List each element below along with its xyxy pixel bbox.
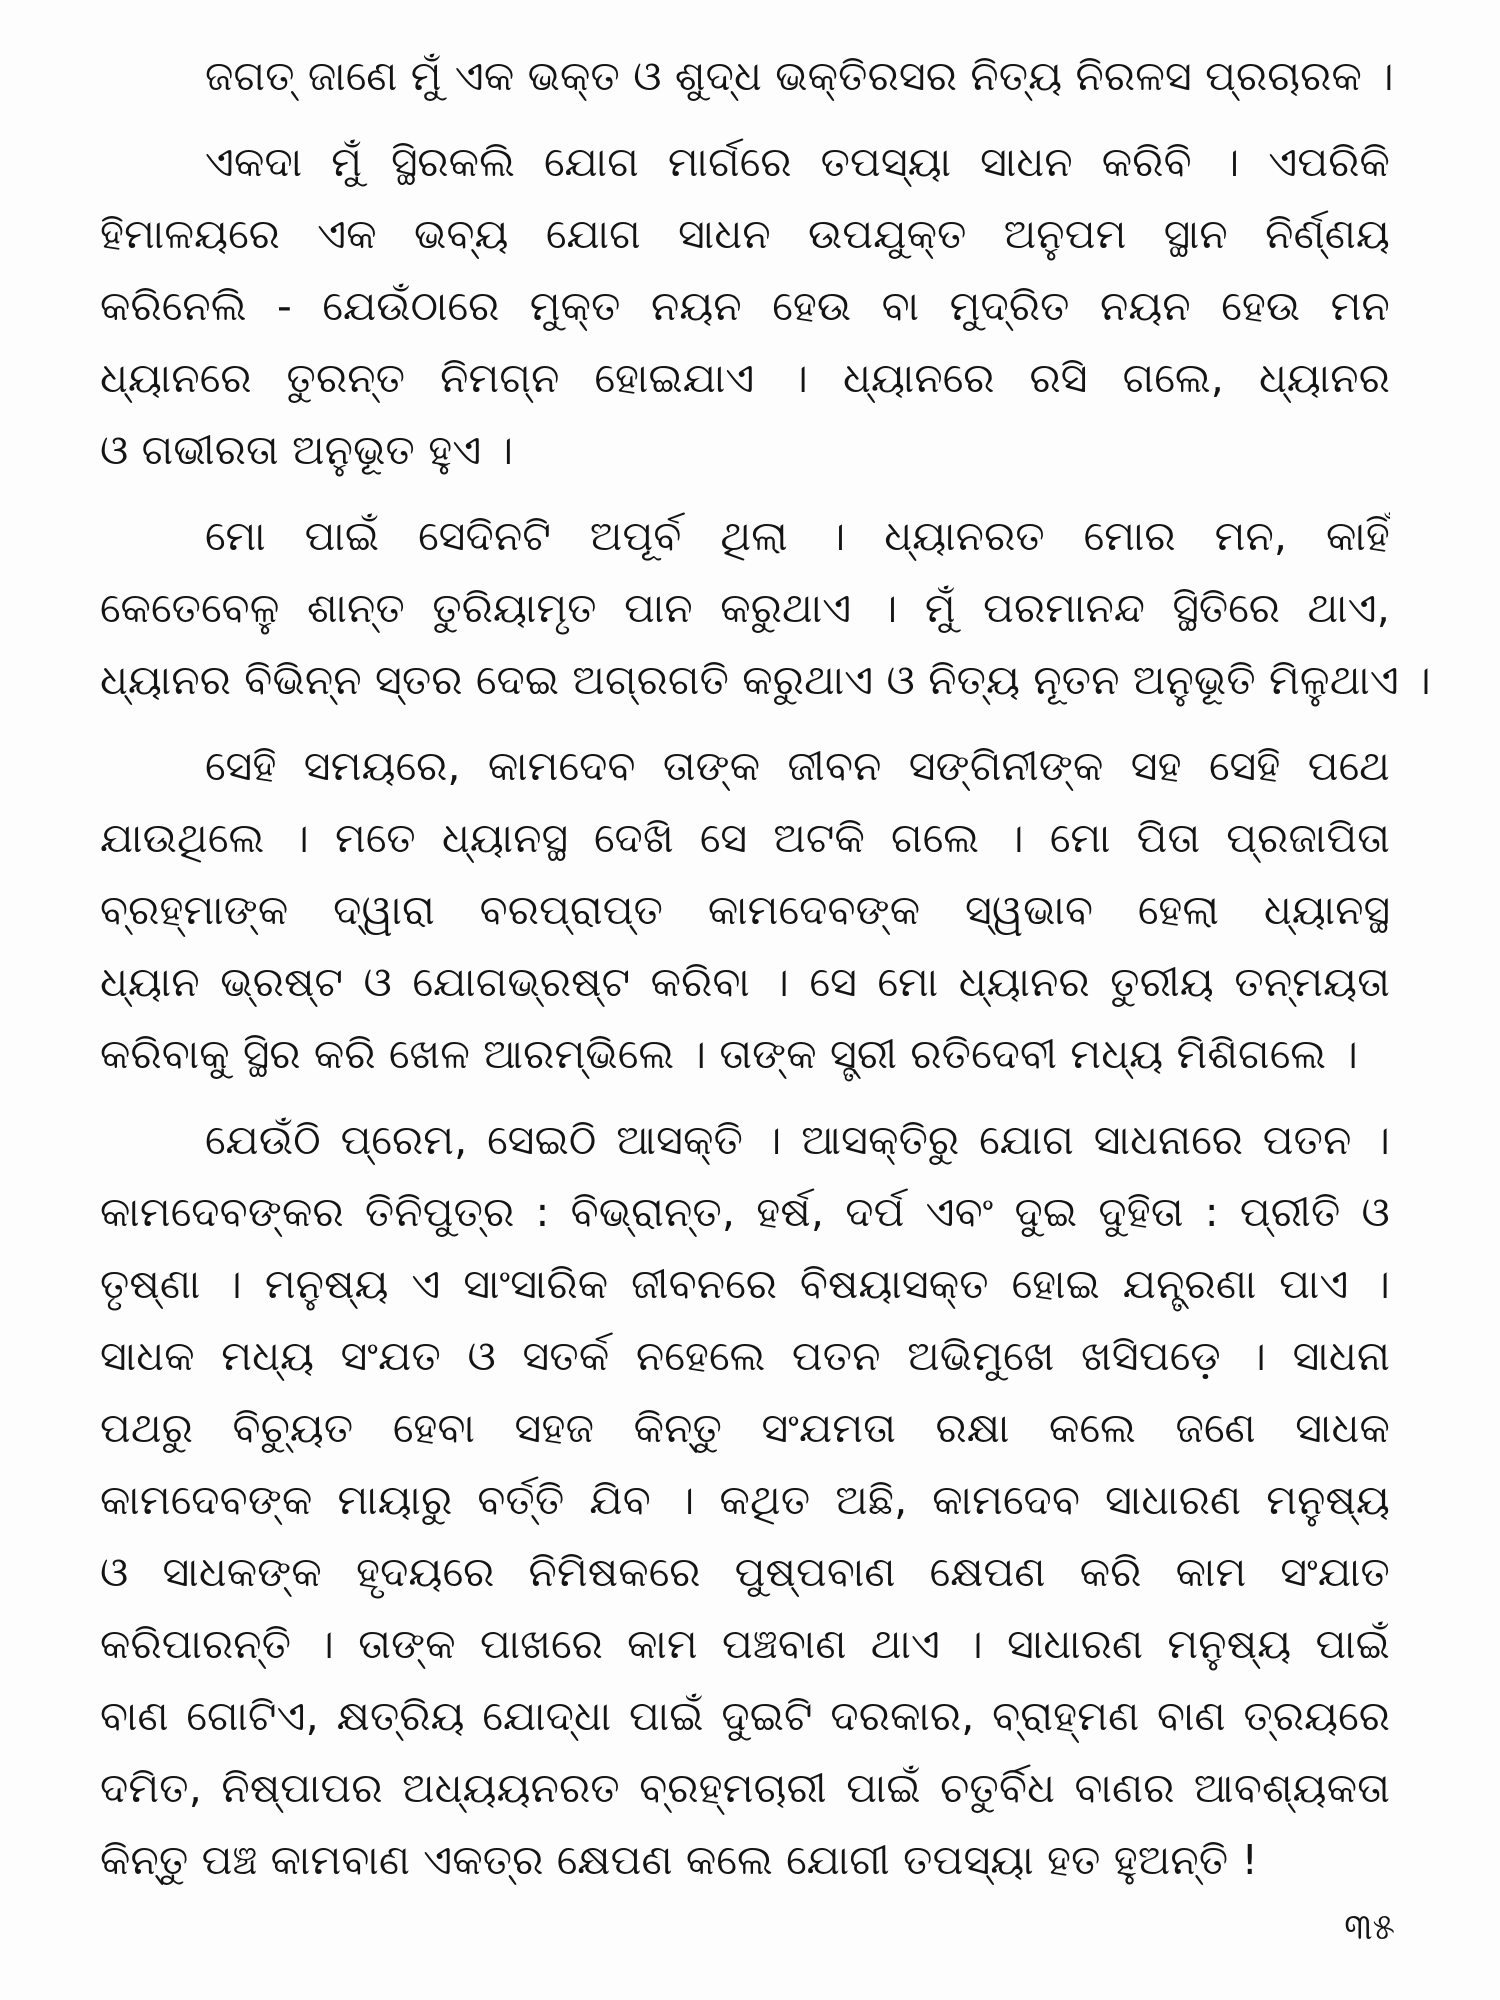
text-line: ବାଣ ଗୋଟିଏ, କ୍ଷତ୍ରିୟ ଯୋଦ୍ଧା ପାଇଁ ଦୁଇଟି ଦରକାର, ବ୍ରାହ୍ମଣ ବାଣ ତ୍ରୟରେ (100, 1692, 1390, 1740)
text-line: କାମଦେବଙ୍କର ତିନିପୁତ୍ର : ବିଭ୍ରାନ୍ତ, ହର୍ଷ, ଦର୍ପ ଏବଂ ଦୁଇ ଦୁହିତା : ପ୍ରୀତି ଓ (100, 1188, 1390, 1236)
text-line: ହିମାଳୟରେ ଏକ ଭବ୍ୟ ଯୋଗ ସାଧନ ଉପଯୁକ୍ତ ଅନୁପମ ସ୍ଥାନ ନିର୍ଣ୍ଣୟ (100, 210, 1390, 258)
text-line: ଧ୍ୟାନ ଭ୍ରଷ୍ଟ ଓ ଯୋଗଭ୍ରଷ୍ଟ କରିବା । ସେ ମୋ ଧ୍ୟାନର ତୁରୀୟ ତନ୍ମୟତା (100, 958, 1390, 1006)
text-line: କରିପାରନ୍ତି । ତାଙ୍କ ପାଖରେ କାମ ପଞ୍ଚବାଣ ଥାଏ । ସାଧାରଣ ମନୁଷ୍ୟ ପାଇଁ (100, 1620, 1390, 1668)
text-line: ଯାଉଥିଲେ । ମତେ ଧ୍ୟାନସ୍ଥ ଦେଖି ସେ ଅଟକି ଗଲେ । ମୋ ପିତା ପ୍ରଜାପିତା (100, 814, 1390, 862)
text-line: ମୋ ପାଇଁ ସେଦିନଟି ଅପୂର୍ବ ଥିଲା । ଧ୍ୟାନରତ ମୋର ମନ, କାହିଁ (205, 512, 1390, 560)
paragraph-2 (100, 126, 1390, 486)
text-line: ଧ୍ୟାନର ବିଭିନ୍ନ ସ୍ତର ଦେଇ ଅଗ୍ରଗତି କରୁଥାଏ ଓ ନିତ୍ୟ ନୂତନ ଅନୁଭୂତି ମିଳୁଥାଏ । (100, 656, 1431, 704)
text-line: ପଥରୁ ବିଚ୍ୟୁତ ହେବା ସହଜ କିନ୍ତୁ ସଂଯମତା ରକ୍ଷା କଲେ ଜଣେ ସାଧକ (100, 1404, 1390, 1452)
text-line: ଯେଉଁଠି ପ୍ରେମ, ସେଇଠି ଆସକ୍ତି । ଆସକ୍ତିରୁ ଯୋଗ ସାଧନାରେ ପତନ । (205, 1116, 1390, 1164)
paragraph-3 (100, 500, 1431, 716)
text-line: ତୃଷ୍ଣା । ମନୁଷ୍ୟ ଏ ସାଂସାରିକ ଜୀବନରେ ବିଷୟାସକ୍ତ ହୋଇ ଯନ୍ତ୍ରଣା ପାଏ । (100, 1260, 1390, 1308)
body-text (100, 40, 1431, 1896)
text-line: କରିବାକୁ ସ୍ଥିର କରି ଖେଳ ଆରମ୍ଭିଲେ । ତାଙ୍କ ସ୍ତ୍ରୀ ରତିଦେବୀ ମଧ୍ୟ ମିଶିଗଲେ । (100, 1030, 1359, 1078)
text-line: ସାଧକ ମଧ୍ୟ ସଂଯତ ଓ ସତର୍କ ନହେଲେ ପତନ ଅଭିମୁଖେ ଖସିପଡ଼େ । ସାଧନା (100, 1332, 1390, 1380)
text-line: ଦମିତ, ନିଷ୍ପାପର ଅଧ୍ୟୟନରତ ବ୍ରହ୍ମଚାରୀ ପାଇଁ ଚତୁର୍ବିଧ ବାଣର ଆବଶ୍ୟକତା (100, 1764, 1390, 1812)
paragraph-1 (100, 40, 1394, 112)
paragraph-4 (100, 730, 1390, 1090)
text-line: ଓ ସାଧକଙ୍କ ହୃଦୟରେ ନିମିଷକରେ ପୁଷ୍ପବାଣ କ୍ଷେପଣ କରି କାମ ସଂଯାତ (100, 1548, 1390, 1596)
text-line: ସେହି ସମୟରେ, କାମଦେବ ତାଙ୍କ ଜୀବନ ସଙ୍ଗିନୀଙ୍କ ସହ ସେହି ପଥେ (205, 742, 1390, 790)
text-line: ଏକଦା ମୁଁ ସ୍ଥିରକଲି ଯୋଗ ମାର୍ଗରେ ତପସ୍ୟା ସାଧନ କରିବି । ଏପରିକି (205, 138, 1390, 186)
text-line: କରିନେଲି - ଯେଉଁଠାରେ ମୁକ୍ତ ନୟନ ହେଉ ବା ମୁଦ୍ରିତ ନୟନ ହେଉ ମନ (100, 282, 1390, 330)
text-line: କାମଦେବଙ୍କ ମାୟାରୁ ବର୍ତ୍ତି ଯିବ । କଥିତ ଅଛି, କାମଦେବ ସାଧାରଣ ମନୁଷ୍ୟ (100, 1476, 1390, 1524)
text-line: କିନ୍ତୁ ପଞ୍ଚ କାମବାଣ ଏକତ୍ର କ୍ଷେପଣ କଲେ ଯୋଗୀ ତପସ୍ୟା ହତ ହୁଅନ୍ତି ! (100, 1836, 1259, 1884)
paragraph-5 (100, 1104, 1390, 1896)
text-line: ଧ୍ୟାନରେ ତୁରନ୍ତ ନିମଗ୍ନ ହୋଇଯାଏ । ଧ୍ୟାନରେ ରସି ଗଲେ, ଧ୍ୟାନର (100, 354, 1390, 402)
text-line: ଓ ଗଭୀରତା ଅନୁଭୂତ ହୁଏ । (100, 426, 514, 474)
page-number: ୩୫ (1344, 1907, 1395, 1948)
text-line: ଜଗତ୍ ଜାଣେ ମୁଁ ଏକ ଭକ୍ତ ଓ ଶୁଦ୍ଧ ଭକ୍ତିରସର ନିତ୍ୟ ନିରଳସ ପ୍ରଚାରକ । (205, 52, 1394, 100)
text-line: କେତେବେଳୁ ଶାନ୍ତ ତୁରିୟାମୃତ ପାନ କରୁଥାଏ । ମୁଁ ପରମାନନ୍ଦ ସ୍ଥିତିରେ ଥାଏ, (100, 584, 1390, 632)
text-line: ବ୍ରହ୍ମାଙ୍କ ଦ୍ୱାରା ବରପ୍ରାପ୍ତ କାମଦେବଙ୍କ ସ୍ୱଭାବ ହେଲା ଧ୍ୟାନସ୍ଥ (100, 886, 1390, 934)
